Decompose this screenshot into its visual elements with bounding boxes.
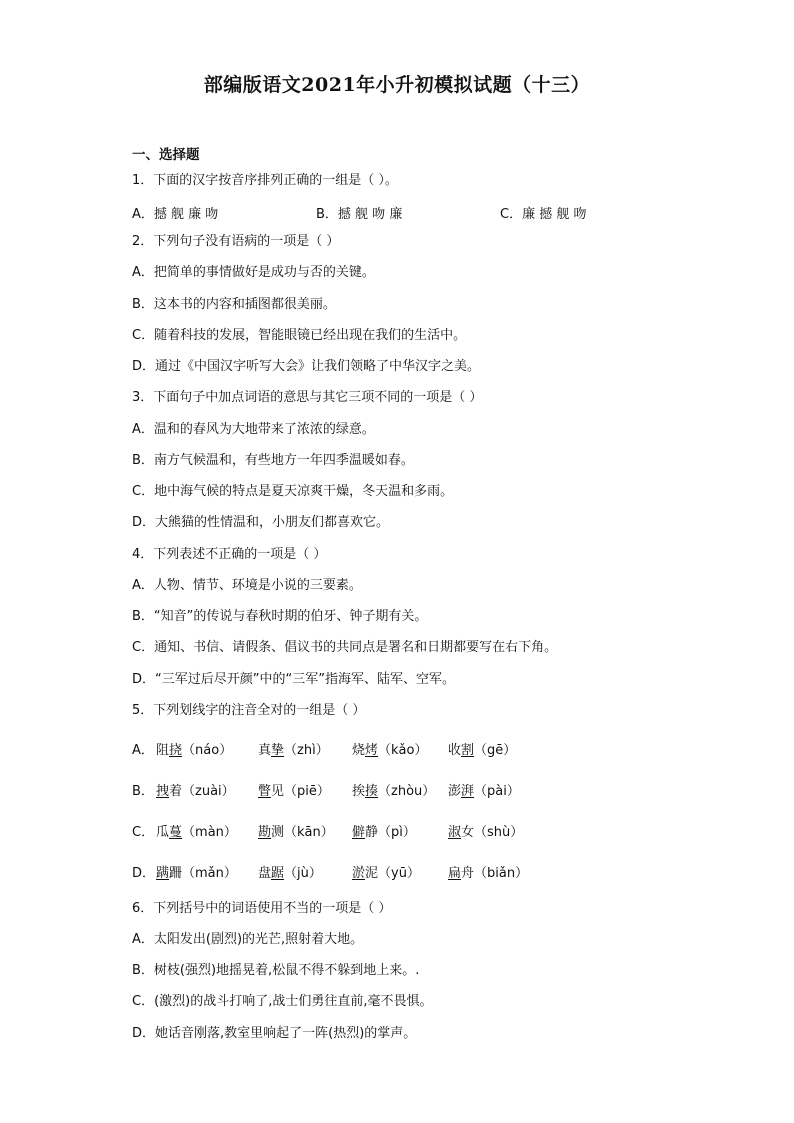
question-3-option-a: A．温和的春风为大地带来了浓浓的绿意。 <box>132 422 375 437</box>
word-pinyin: 女（shù） <box>461 825 524 840</box>
question-5-option-b-word <box>448 780 520 799</box>
question-6-option-d: D．她话音刚落,教室里响起了一阵(热烈)的掌声。 <box>132 1026 417 1041</box>
word-pinyin: （màn） <box>182 825 237 840</box>
question-5-option-b-word <box>258 780 330 799</box>
question-3-option-c: C．地中海气候的特点是夏天凉爽干燥，冬天温和多雨。 <box>132 484 454 499</box>
question-4-option-a: A．人物、情节、环境是小说的三要素。 <box>132 578 362 593</box>
word-prefix: 挨 <box>352 784 366 799</box>
word-pinyin: 测（kān） <box>271 825 334 840</box>
question-5-option-a-word <box>448 739 516 758</box>
question-5-option-a-word <box>156 739 232 758</box>
question-5-option-d-word <box>258 862 322 881</box>
underlined-character: 扁 <box>448 866 462 881</box>
word-prefix: 阻 <box>156 743 170 758</box>
question-2-option-a: A．把简单的事情做好是成功与否的关键。 <box>132 265 375 280</box>
section-heading: 一、选择题 <box>132 147 200 163</box>
page-title: 部编版语文2021年小升初模拟试题（十三） <box>203 74 591 96</box>
question-4-option-c: C．通知、书信、请假条、倡议书的共同点是署名和日期都要写在右下角。 <box>132 640 558 655</box>
question-1-option-c: C．廉 撼 舰 吻 <box>500 207 587 222</box>
underlined-character: 揍 <box>365 784 379 799</box>
question-5-option-d-label: D． <box>132 866 156 881</box>
question-6-option-c: C．(激烈)的战斗打响了,战士们勇往直前,毫不畏惧。 <box>132 994 433 1009</box>
question-5-option-d-word <box>448 862 528 881</box>
underlined-character: 蔓 <box>169 825 183 840</box>
underlined-character: 蹒 <box>156 866 170 881</box>
underlined-character: 淤 <box>352 866 366 881</box>
question-1-option-a: A．撼 舰 廉 吻 <box>132 207 219 222</box>
word-prefix: 收 <box>448 743 462 758</box>
word-pinyin: （zhì） <box>284 743 329 758</box>
word-prefix: 澎 <box>448 784 462 799</box>
underlined-character: 割 <box>461 743 475 758</box>
word-pinyin: （gē） <box>474 743 517 758</box>
question-4-stem: 4．下列表述不正确的一项是（ ） <box>132 547 327 562</box>
word-pinyin: 着（zuài） <box>169 784 235 799</box>
question-4-option-d: D．“三军过后尽开颜”中的“三军”指海军、陆军、空军。 <box>132 672 455 687</box>
question-5-option-b-label: B． <box>132 784 154 799</box>
question-6-stem: 6．下列括号中的词语使用不当的一项是（ ） <box>132 901 392 916</box>
question-2-option-b: B．这本书的内容和插图都很美丽。 <box>132 297 336 312</box>
question-1-option-b: B．撼 舰 吻 廉 <box>316 207 403 222</box>
word-pinyin: 见（piē） <box>271 784 330 799</box>
word-prefix: 盘 <box>258 866 272 881</box>
question-2-stem: 2．下列句子没有语病的一项是（ ） <box>132 234 340 249</box>
question-6-option-b: B．树枝(强烈)地摇晃着,松鼠不得不躲到地上来。. <box>132 963 420 978</box>
word-prefix: 瓜 <box>156 825 170 840</box>
word-prefix: 真 <box>258 743 272 758</box>
underlined-character: 瞥 <box>258 784 272 799</box>
question-3-option-d: D．大熊猫的性情温和，小朋友们都喜欢它。 <box>132 515 390 530</box>
question-5-option-c-word <box>156 821 237 840</box>
underlined-character: 挠 <box>169 743 183 758</box>
underlined-character: 勘 <box>258 825 272 840</box>
question-5-option-c-label: C． <box>132 825 155 840</box>
word-pinyin: （kǎo） <box>378 743 428 758</box>
word-pinyin: 舟（biǎn） <box>461 866 529 881</box>
question-5-option-d-word <box>156 862 237 881</box>
underlined-character: 淑 <box>448 825 462 840</box>
question-5-stem: 5．下列划线字的注音全对的一组是（ ） <box>132 703 366 718</box>
question-3-option-b: B．南方气候温和，有些地方一年四季温暖如春。 <box>132 453 414 468</box>
question-1-stem: 1．下面的汉字按音序排列正确的一组是（ ）。 <box>132 173 398 188</box>
question-4-option-b: B．“知音”的传说与春秋时期的伯牙、钟子期有关。 <box>132 609 428 624</box>
word-pinyin: 静（pì） <box>365 825 416 840</box>
underlined-character: 挚 <box>271 743 285 758</box>
underlined-character: 踞 <box>271 866 285 881</box>
question-5-option-c-word <box>258 821 334 840</box>
question-5-option-a-word <box>352 739 427 758</box>
word-pinyin: （náo） <box>182 743 233 758</box>
question-3-stem: 3．下面句子中加点词语的意思与其它三项不同的一项是（ ） <box>132 390 483 405</box>
underlined-character: 僻 <box>352 825 366 840</box>
word-pinyin: （jù） <box>284 866 322 881</box>
word-pinyin: （pài） <box>474 784 520 799</box>
question-5-option-c-word <box>352 821 416 840</box>
question-2-option-d: D．通过《中国汉字听写大会》让我们领略了中华汉字之美。 <box>132 359 481 374</box>
question-5-option-a-word <box>258 739 329 758</box>
underlined-character: 烤 <box>365 743 379 758</box>
word-pinyin: 泥（yū） <box>365 866 420 881</box>
question-5-option-b-word <box>156 780 235 799</box>
question-5-option-c-word <box>448 821 523 840</box>
word-pinyin: 跚（mǎn） <box>169 866 237 881</box>
question-5-option-a-label: A． <box>132 743 154 758</box>
question-2-option-c: C．随着科技的发展，智能眼镜已经出现在我们的生活中。 <box>132 328 467 343</box>
underlined-character: 拽 <box>156 784 170 799</box>
word-prefix: 烧 <box>352 743 366 758</box>
word-pinyin: （zhòu） <box>378 784 436 799</box>
question-6-option-a: A．太阳发出(剧烈)的光芒,照射着大地。 <box>132 932 364 947</box>
question-5-option-d-word <box>352 862 420 881</box>
underlined-character: 湃 <box>461 784 475 799</box>
question-5-option-b-word <box>352 780 435 799</box>
